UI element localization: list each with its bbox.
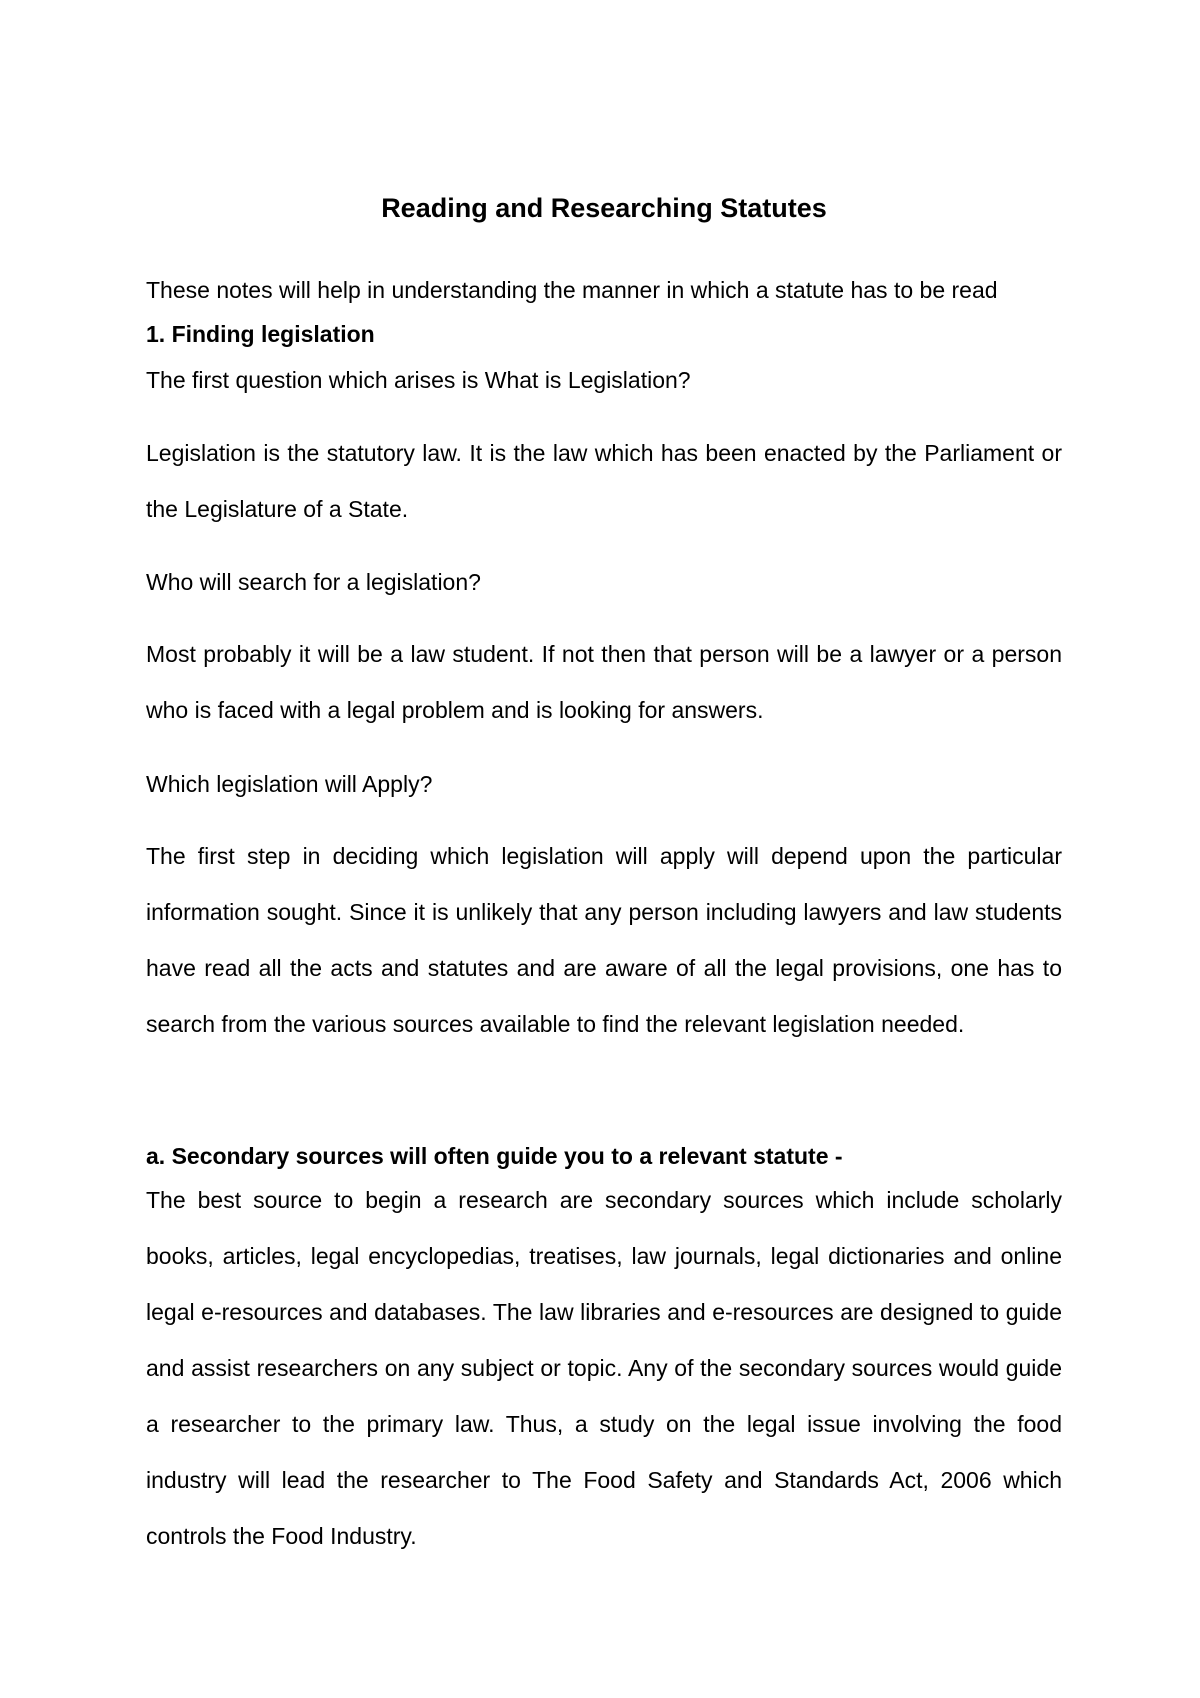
- question-who-will-search: Who will search for a legislation?: [146, 569, 481, 595]
- answer-who-will-search: Most probably it will be a law student. If not then that person will be a lawyer or a person who is faced with a legal problem and is looking for answers.: [146, 641, 1062, 723]
- question-what-is-legislation: The first question which arises is What is Legislation?: [146, 367, 691, 393]
- answer-which-legislation-applies: The first step in deciding which legislation will apply will depend upon the particular information sought. Since it is unlikely that any person including lawyers and law students have read all the acts and statutes and are aware of all the legal provisions, one has to search from the various sources available to find the relevant legislation needed.: [146, 843, 1062, 1037]
- intro-paragraph: These notes will help in understanding the manner in which a statute has to be read: [146, 277, 998, 303]
- answer-what-is-legislation: Legislation is the statutory law. It is the law which has been enacted by the Parliament or the Legislature of a State.: [146, 440, 1062, 522]
- document-title: Reading and Researching Statutes: [381, 193, 827, 223]
- section-heading-finding-legislation: 1. Finding legislation: [146, 321, 375, 347]
- subsection-body-secondary-sources: The best source to begin a research are secondary sources which include scholarly books, articles, legal encyclopedias, treatises, law journals, legal dictionaries and online legal e-resources and databases. The law libraries and e-resources are designed to guide and assist researchers on any subject or topic. Any of the secondary sources would guide a researcher to the primary law. Thus, a study on the legal issue involving the food industry will lead the researcher to The Food Safety and Standards Act, 2006 which controls the Food Industry.: [146, 1187, 1062, 1549]
- subsection-heading-secondary-sources: a. Secondary sources will often guide you to a relevant statute -: [146, 1143, 843, 1169]
- question-which-legislation-applies: Which legislation will Apply?: [146, 771, 433, 797]
